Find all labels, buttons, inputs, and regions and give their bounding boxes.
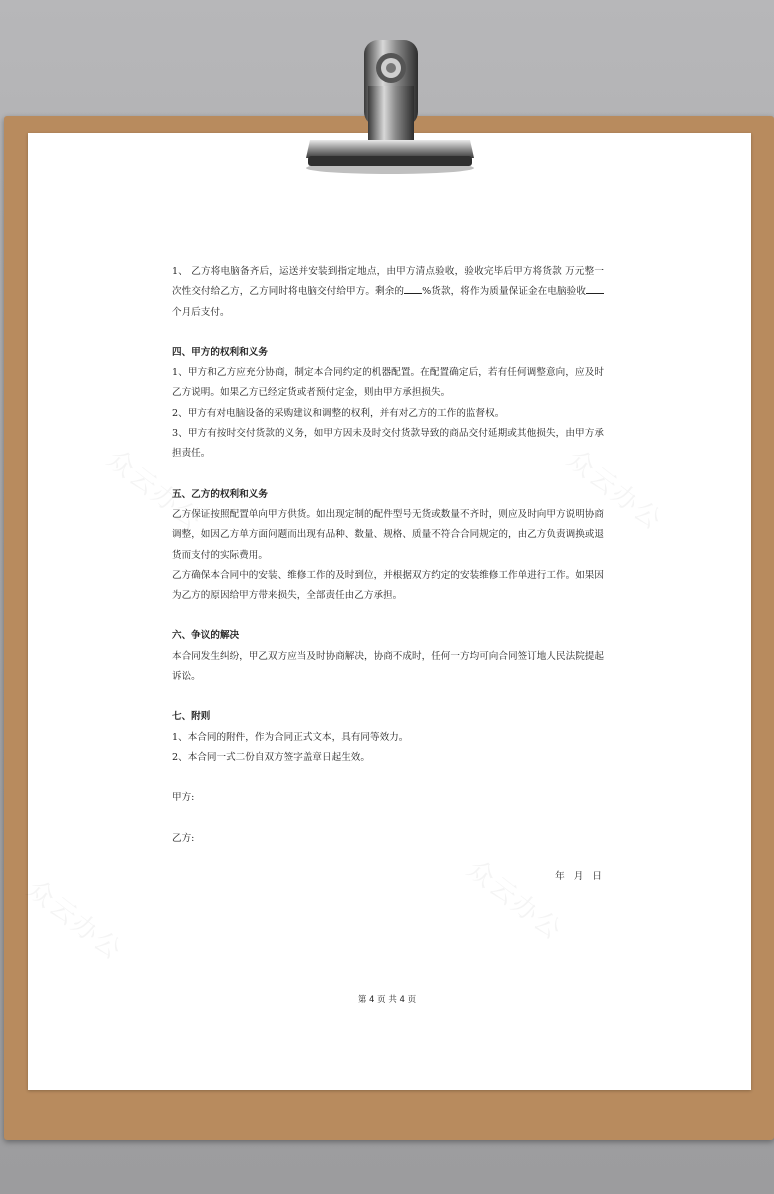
party-b-signature: 乙方: bbox=[172, 832, 195, 844]
blank-line bbox=[586, 283, 604, 294]
section-title: 五、乙方的权利和义务 bbox=[172, 488, 268, 500]
clause-item: 乙方保证按照配置单向甲方供货。如出现定制的配件型号无货或数量不齐时，则应及时向甲方说明协商调整，如因乙方单方面问题而出现有品种、数量、规格、质量不符合合同规定的，由乙方负责调换或退货而支付的实际费用。 bbox=[172, 508, 604, 561]
clause-item: 乙方确保本合同中的安装、维修工作的及时到位，并根据双方约定的安装维修工作单进行工作。如果因为乙方的原因给甲方带来损失，全部责任由乙方承担。 bbox=[172, 569, 604, 602]
section-title: 七、附则 bbox=[172, 711, 211, 723]
page-footer: 第 4 页 共 4 页 bbox=[357, 995, 417, 1005]
contract-body bbox=[172, 262, 604, 887]
clause-item: 1、本合同的附件，作为合同正式文本，具有同等效力。 bbox=[172, 731, 409, 743]
party-a-signature: 甲方: bbox=[172, 792, 195, 804]
binder-clip-icon bbox=[300, 26, 480, 178]
clause-item: 3、甲方有按时交付货款的义务，如甲方因未及时交付货款导致的商品交付延期或其他损失，由甲方承担责任。 bbox=[172, 428, 604, 460]
clause-item: 1、甲方和乙方应充分协商，制定本合同约定的机器配置。在配置确定后，若有任何调整意向，应及时乙方说明。如果乙方已经定货或者预付定金，则由甲方承担损失。 bbox=[172, 367, 604, 399]
section-title: 四、甲方的权利和义务 bbox=[172, 346, 268, 358]
clause-item: 本合同发生纠纷，甲乙双方应当及时协商解决，协商不成时，任何一方均可向合同签订地人民法院提起诉讼。 bbox=[172, 650, 604, 683]
clause-item: 2、甲方有对电脑设备的采购建议和调整的权利，并有对乙方的工作的监督权。 bbox=[172, 407, 505, 419]
clause-item: 2、本合同一式二份自双方签字盖章日起生效。 bbox=[172, 751, 370, 763]
clause-intro: 1、 乙方将电脑备齐后，运送并安装到指定地点，由甲方清点验收，验收完毕后甲方将货款 万元整一次性交付给乙方，乙方同时将电脑交付给甲方。剩余的 %货款，将作为质量保证金在电脑验收个月后支付。 bbox=[172, 266, 604, 318]
blank-line bbox=[404, 283, 422, 294]
date-line: 年 月 日 bbox=[555, 870, 602, 882]
section-title: 六、争议的解决 bbox=[172, 630, 240, 642]
